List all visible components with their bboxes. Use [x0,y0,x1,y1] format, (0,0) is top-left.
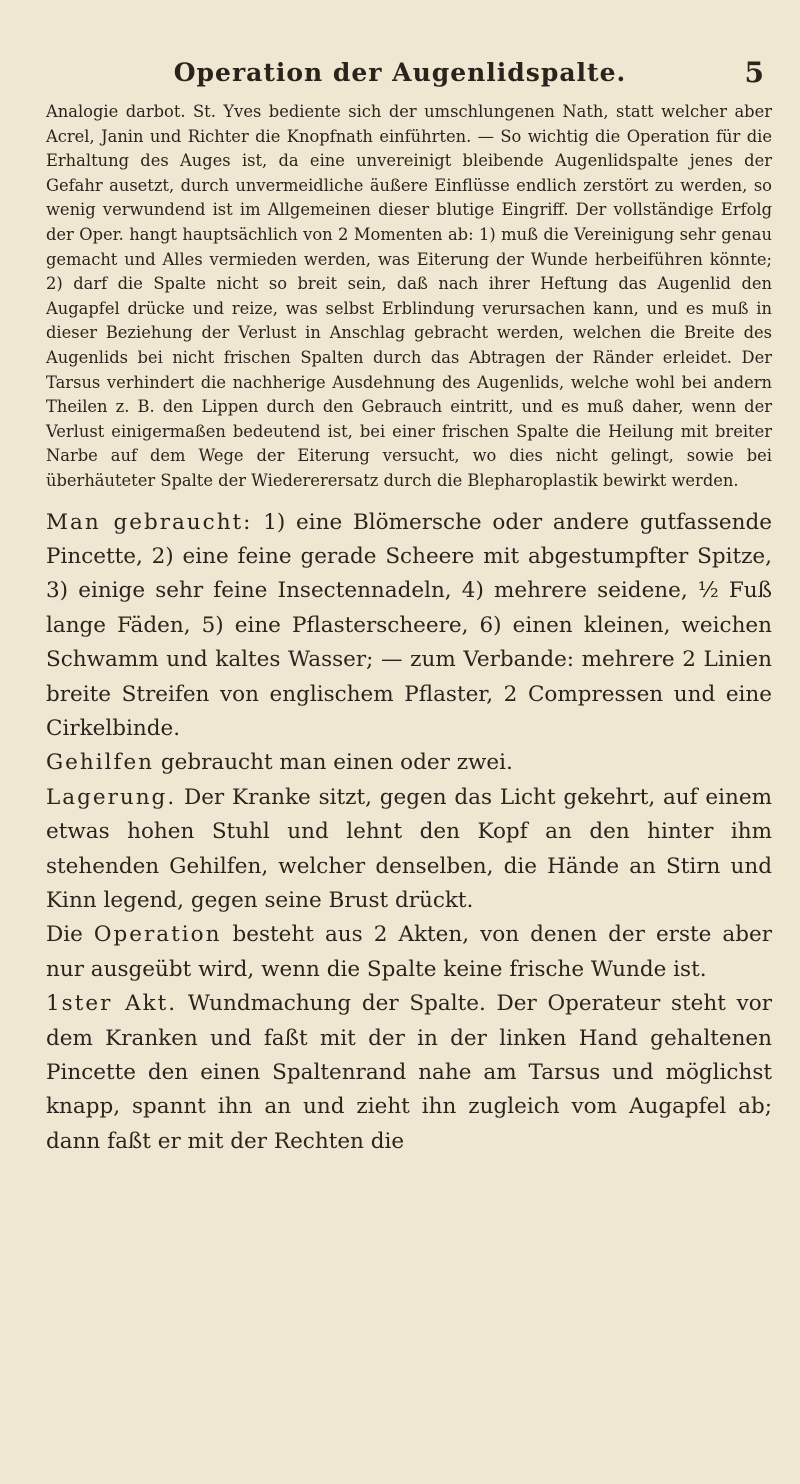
operation-paragraph [46,918,772,987]
instruments-lead: Man gebraucht: [46,509,253,535]
main-text-section [46,506,772,1160]
operation-pre: Die [46,922,94,948]
running-title: Operation der Augenlidspalte. [173,58,627,87]
assistants-text: gebraucht man einen oder zwei. [154,750,513,776]
instruments-paragraph [46,506,772,747]
positioning-text: Der Kranke sitzt, gegen das Licht gekehrt, auf einem etwas hohen Stuhl und lehnt den Kopf an den hinter ihm stehenden Gehilfen, welcher denselben, die Hände an Stirn und Kinn legend, gegen seine Brust drückt. [46,784,772,913]
operation-text: besteht aus 2 Akten, von denen der erste aber nur ausgeübt wird, wenn die Spalte keine frische Wunde ist. [46,922,773,982]
operation-lead: Operation [93,922,222,948]
page-header [0,58,800,98]
page-body [46,100,772,1159]
assistants-paragraph [46,746,772,780]
first-act-text: Wundmachung der Spalte. Der Operateur steht vor dem Kranken und faßt mit der in der linken Hand gehaltenen Pincette den einen Spaltenrand nahe am Tarsus und möglichst knapp, spannt ihn an und zieht ihn zugleich vom Augapfel ab; dann faßt er mit der Rechten die [46,991,772,1154]
small-print-section [46,100,772,494]
assistants-lead: Gehilfen [46,750,155,776]
page-number: 5 [744,56,764,89]
positioning-lead: Lagerung. [46,784,177,810]
positioning-paragraph [46,781,772,919]
first-act-lead: 1ster Akt. [46,991,178,1017]
history-paragraph: Analogie darbot. St. Yves bediente sich der umschlungenen Nath, statt welcher aber Acrel, Janin und Richter die Knopfnath einführten. — So wichtig die Operation für die Erhaltung des Auges ist, da eine unvereinigt bleibende Augenlidspalte jenes der Gefahr ausetzt, durch unvermeidliche äußere Einflüsse endlich zerstört zu werden, so wenig verwundend ist im Allgemeinen dieser blutige Eingriff. Der vollständige Erfolg der Oper. hangt hauptsächlich von 2 Momenten ab: 1) muß die Vereinigung sehr genau gemacht und Alles vermieden werden, was Eiterung der Wunde herbeiführen könnte; 2) darf die Spalte nicht so breit sein, daß nach ihrer Heftung das Augenlid den Augapfel drücke und reize, was selbst Erblindung verursachen kann, und es muß in dieser Beziehung der Verlust in Anschlag gebracht werden, welchen die Breite des Augenlids bei nicht frischen Spalten durch das Abtragen der Ränder erleidet. Der Tarsus verhindert die nachherige Ausdehnung des Augenlids, welche wohl bei andern Theilen z. B. den Lippen durch den Gebrauch eintritt, und es muß daher, wenn der Verlust einigermaßen bedeutend ist, bei einer frischen Spalte die Heilung mit breiter Narbe auf dem Wege der Eiterung versucht, wo dies nicht gelingt, sowie bei überhäuteter Spalte der Wiedererersatz durch die Blepharoplastik bewirkt werden. [46,102,772,490]
instruments-text: 1) eine Blömersche oder andere gutfassende Pincette, 2) eine feine gerade Scheere mit abgestumpfter Spitze, 3) einige sehr feine Insectennadeln, 4) mehrere seidene, ½ Fuß lange Fäden, 5) eine Pflasterscheere, 6) einen kleinen, weichen Schwamm und kaltes Wasser; — zum Verbande: mehrere 2 Linien breite Streifen von englischem Pflaster, 2 Compressen und eine Cirkelbinde. [46,509,772,741]
first-act-paragraph [46,987,772,1159]
